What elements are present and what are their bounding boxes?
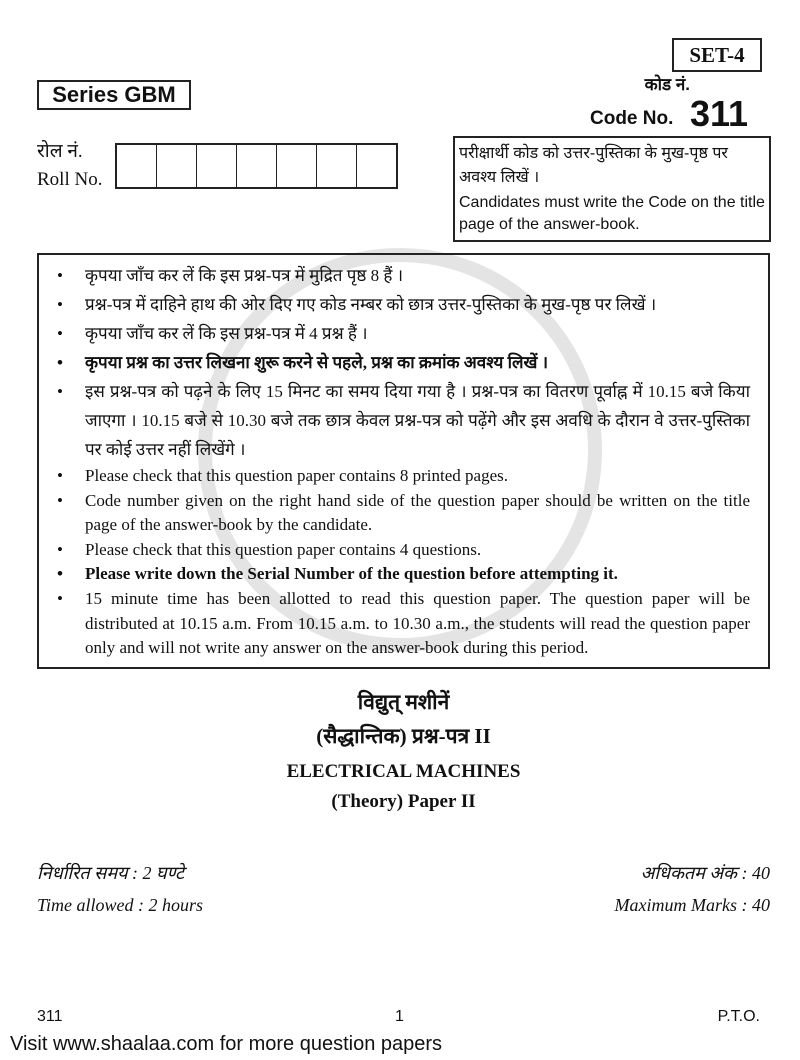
footer-pto: P.T.O. [717,1008,760,1025]
code-note-box [453,136,771,242]
roll-label-hindi: रोल नं. [37,141,83,162]
subject-title-hindi: विद्युत् मशीनें [357,689,450,714]
note-hindi: परीक्षार्थी कोड को उत्तर-पुस्तिका के मुख-पृष्ठ पर अवश्य लिखें । [459,145,728,186]
roll-number-boxes[interactable] [115,143,398,189]
roll-label [37,138,102,194]
code-label: Code No. [590,108,674,129]
footer-visit-link[interactable]: Visit www.shaalaa.com for more question papers [10,1033,443,1055]
roll-box[interactable] [277,145,317,187]
roll-box[interactable] [237,145,277,187]
time-allowed-hindi: निर्धारित समय : 2 घण्टे [37,862,185,883]
instruction-item: • इस प्रश्न-पत्र को पढ़ने के लिए 15 मिनट का समय दिया गया है । प्रश्न-पत्र का वितरण पूर्वाह्न में 10.15 बजे किया जाएगा । 10.15 बजे से 10.30 बजे तक छात्र केवल प्रश्न-पत्र को पढ़ेंगे और इस अवधि के दौरान वे उत्तर-पुस्तिका पर कोई उत्तर नहीं लिखेंगे । [53,377,750,464]
footer-code: 311 [37,1008,63,1025]
main-content [37,253,770,921]
instruction-item: • Please check that this question paper contains 4 questions. [53,538,750,563]
note-english: Candidates must write the Code on the title page of the answer-book. [459,194,765,233]
footer-page-number: 1 [395,1008,404,1025]
series-label: Series GBM [37,80,191,110]
roll-label-english: Roll No. [37,169,103,190]
instruction-item: • कृपया प्रश्न का उत्तर लिखना शुरू करने से पहले, प्रश्न का क्रमांक अवश्य लिखें । [53,348,750,377]
paper-title: (Theory) Paper II [331,790,476,812]
paper-title-hindi: (सैद्धान्तिक) प्रश्न-पत्र II [316,723,491,748]
instruction-item: • Code number given on the right hand side of the question paper should be written on the title page of the answer-book by the candidate. [53,489,750,538]
max-marks: Maximum Marks : 40 [614,894,770,915]
instruction-item: • कृपया जाँच कर लें कि इस प्रश्न-पत्र में 4 प्रश्न हैं । [53,319,750,348]
time-allowed: Time allowed : 2 hours [37,894,204,915]
instructions-list [53,261,750,661]
roll-box[interactable] [317,145,357,187]
code-label-hindi: कोड नं. [644,75,690,94]
instruction-item: • कृपया जाँच कर लें कि इस प्रश्न-पत्र में मुद्रित पृष्ठ 8 हैं । [53,261,750,290]
subject-title: ELECTRICAL MACHINES [286,760,521,782]
roll-box[interactable] [117,145,157,187]
max-marks-hindi: अधिकतम अंक : 40 [640,862,770,883]
roll-box[interactable] [197,145,237,187]
instruction-item: • प्रश्न-पत्र में दाहिने हाथ की ओर दिए गए कोड नम्बर को छात्र उत्तर-पुस्तिका के मुख-पृष्ठ पर लिखें । [53,290,750,319]
roll-box[interactable] [157,145,197,187]
instructions-box [37,253,770,669]
instruction-item: • Please check that this question paper contains 8 printed pages. [53,464,750,489]
instruction-item: • 15 minute time has been allotted to read this question paper. The question paper will be distributed at 10.15 a.m. From 10.15 a.m. to 10.30 a.m., the students will read the question paper only and will not write any answer on the answer-book during this period. [53,587,750,661]
roll-box[interactable] [357,145,396,187]
set-label: SET-4 [672,38,762,72]
exam-meta [37,857,770,921]
code-value: 311 [690,93,749,134]
instruction-item: • Please write down the Serial Number of the question before attempting it. [53,562,750,587]
